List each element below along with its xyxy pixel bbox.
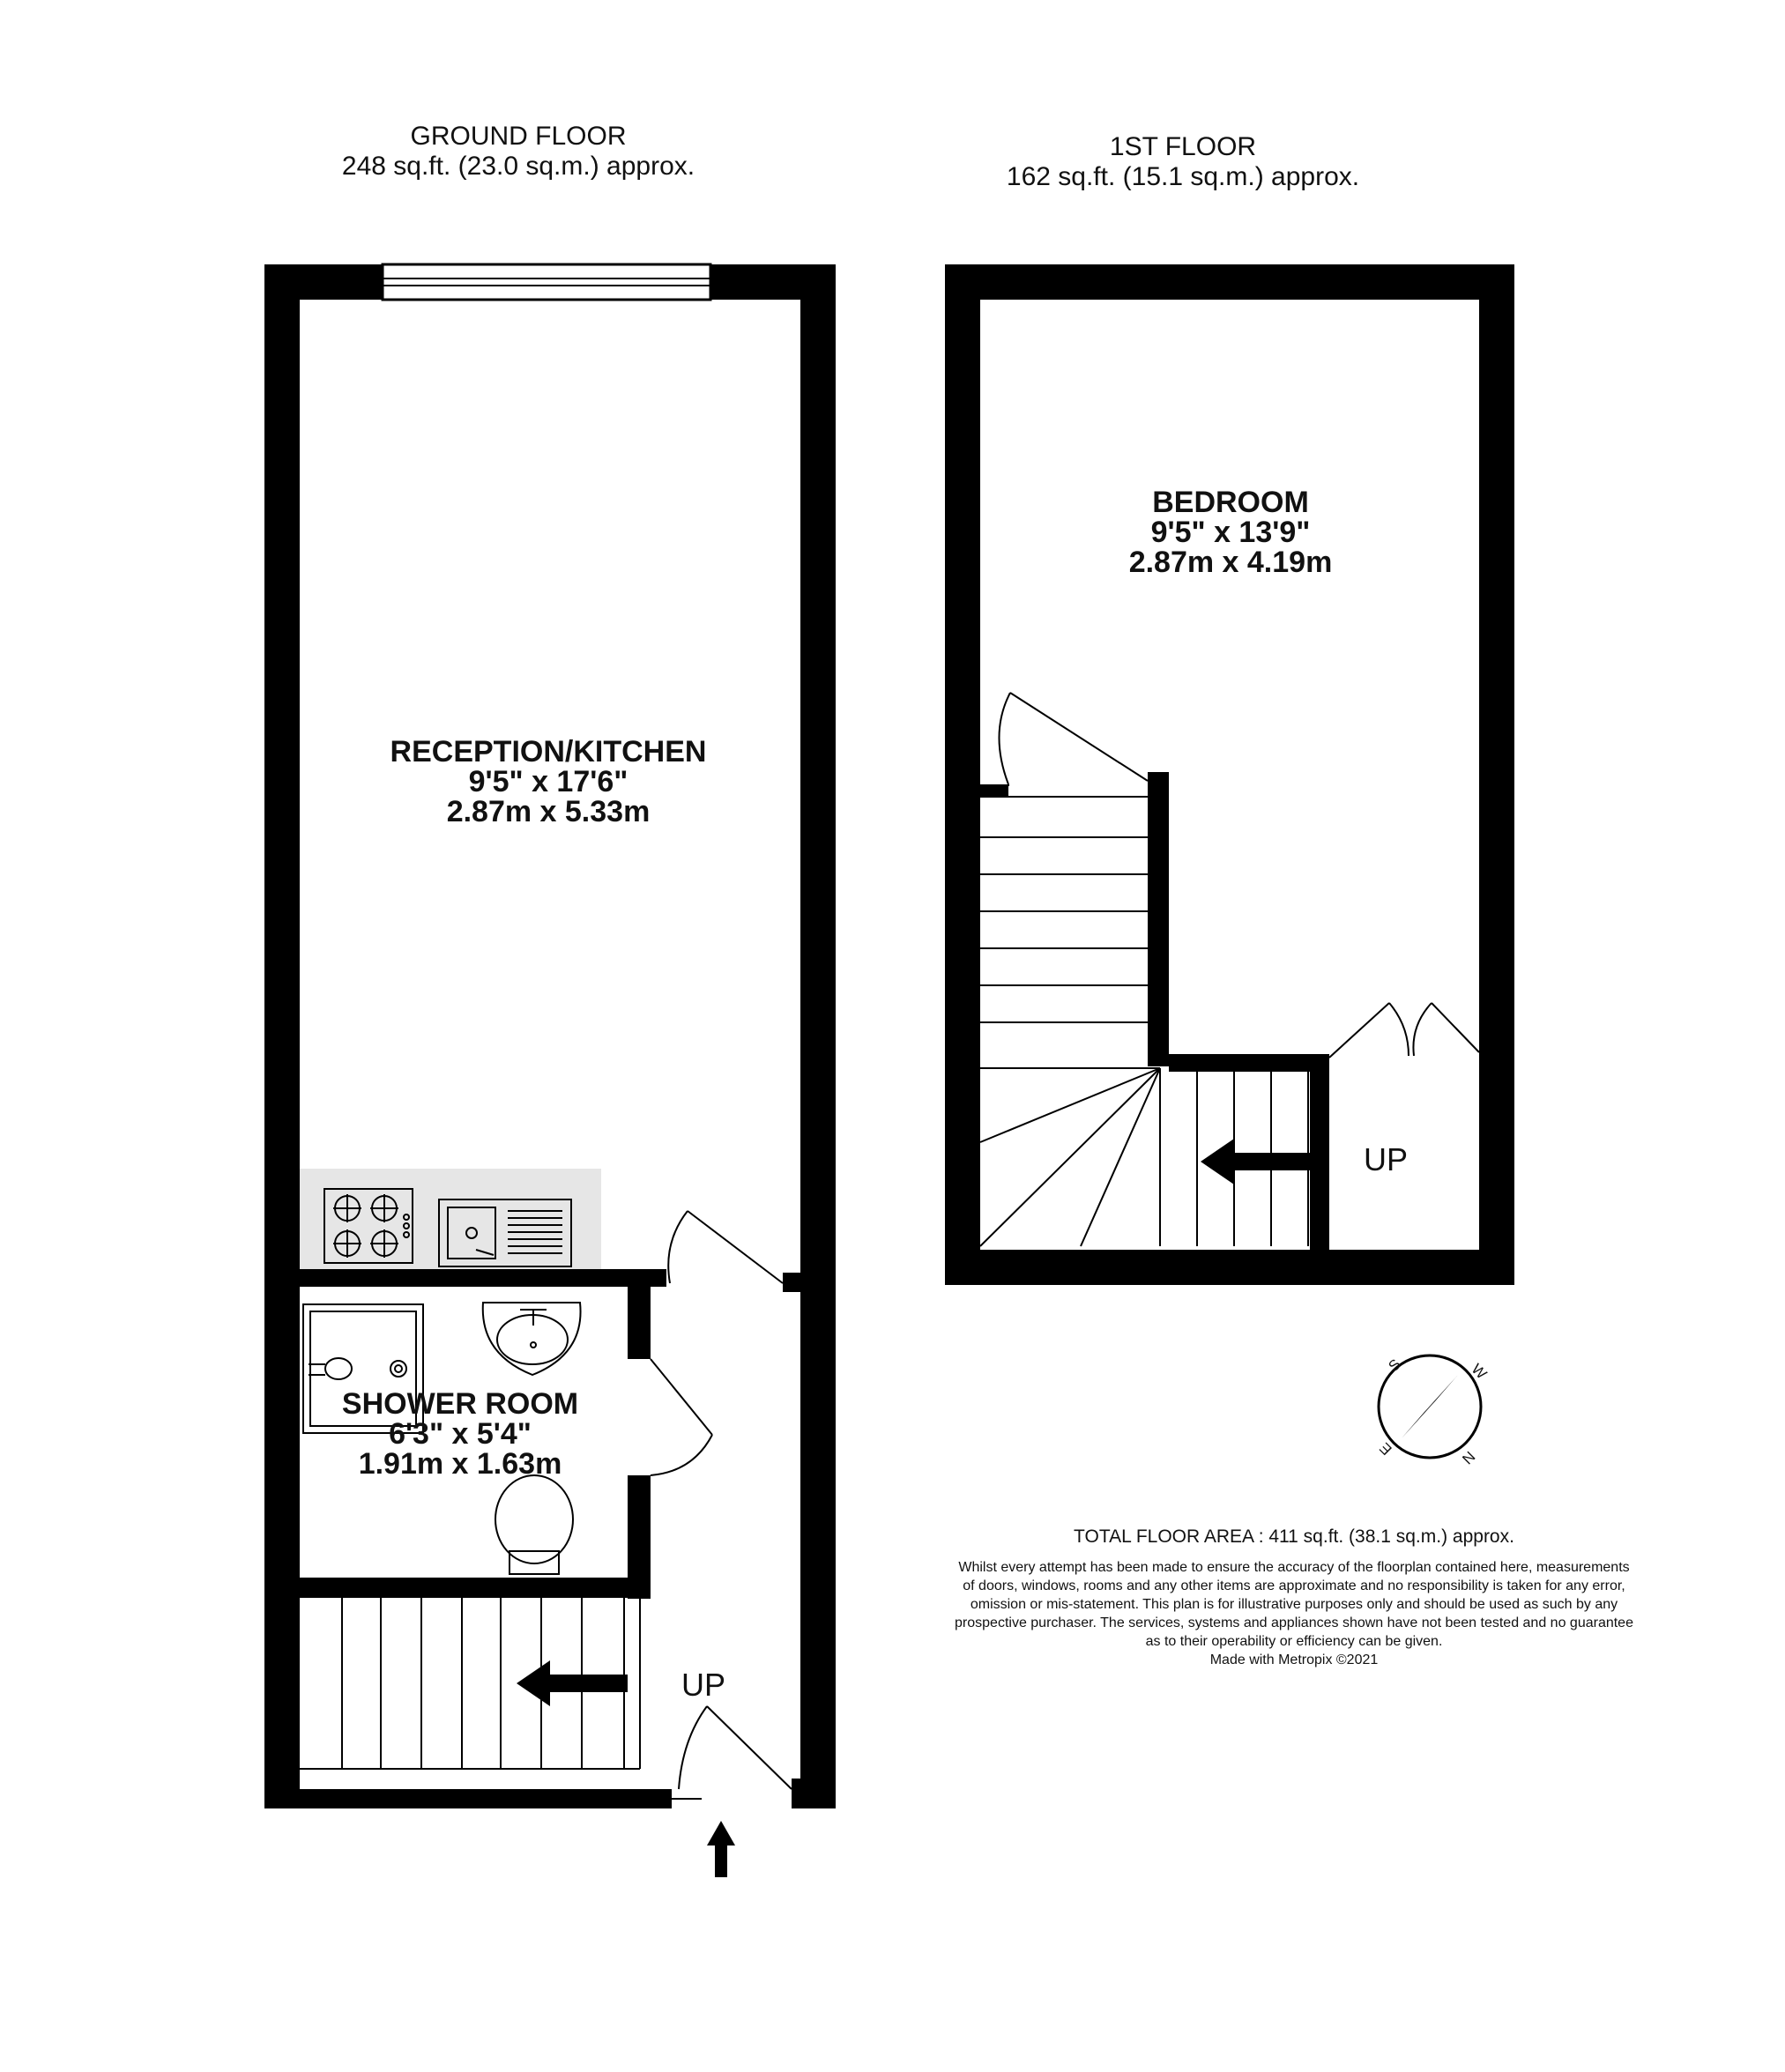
svg-text:9'5" x 17'6": 9'5" x 17'6" — [468, 765, 628, 798]
ground-floor-window — [383, 264, 710, 300]
wash-basin-icon — [483, 1303, 581, 1375]
total-floor-area: TOTAL FLOOR AREA : 411 sq.ft. (38.1 sq.m.) approx. — [1074, 1526, 1514, 1547]
ground-stairs-arrow-icon — [517, 1660, 628, 1706]
svg-text:N: N — [1458, 1447, 1478, 1467]
ground-floor-walls — [264, 264, 836, 1808]
front-door — [672, 1706, 792, 1799]
svg-text:RECEPTION/KITCHEN: RECEPTION/KITCHEN — [390, 735, 707, 769]
svg-text:2.87m x 4.19m: 2.87m x 4.19m — [1128, 546, 1333, 579]
disclaimer — [955, 1560, 1633, 1667]
cupboard-double-door — [1329, 1003, 1479, 1058]
svg-text:6'3" x 5'4": 6'3" x 5'4" — [389, 1417, 532, 1451]
first-floor-staircase — [980, 797, 1308, 1246]
first-stairs-up-label: UP — [1363, 1141, 1409, 1177]
first-floor-walls — [945, 264, 1514, 1285]
svg-text:1.91m x 1.63m: 1.91m x 1.63m — [358, 1447, 562, 1481]
ground-floor-title: GROUND FLOOR — [410, 122, 627, 151]
svg-text:S: S — [1385, 1355, 1404, 1375]
toilet-icon — [495, 1475, 573, 1574]
svg-text:as to their operability or eff: as to their operability or efficiency can be given. — [1145, 1634, 1443, 1649]
svg-text:2.87m x 5.33m: 2.87m x 5.33m — [446, 795, 651, 828]
first-floor-area: 162 sq.ft. (15.1 sq.m.) approx. — [1006, 162, 1360, 191]
svg-text:W: W — [1468, 1360, 1491, 1383]
svg-text:of doors, windows, rooms and a: of doors, windows, rooms and any other items are approximate and no responsibility is taken for any error, — [963, 1578, 1625, 1593]
entrance-arrow-icon — [707, 1821, 735, 1877]
bedroom-door — [999, 693, 1148, 786]
ground-stairs-up-label: UP — [681, 1667, 726, 1703]
svg-text:prospective purchaser. The ser: prospective purchaser. The services, systems and appliances shown have not been tested and no guarantee — [955, 1615, 1633, 1630]
svg-text:9'5" x 13'9": 9'5" x 13'9" — [1150, 516, 1311, 549]
svg-text:Whilst every attempt has been: Whilst every attempt has been made to ensure the accuracy of the floorplan contained here, measurements — [958, 1560, 1630, 1575]
first-floor-title: 1ST FLOOR — [1109, 132, 1257, 161]
kitchen-door — [668, 1211, 783, 1283]
svg-text:Made with Metropix ©2021: Made with Metropix ©2021 — [1209, 1652, 1379, 1667]
svg-text:E: E — [1376, 1439, 1395, 1459]
compass-icon — [1376, 1355, 1490, 1467]
svg-text:BEDROOM: BEDROOM — [1152, 486, 1309, 519]
svg-text:omission or mis-statement. Thi: omission or mis-statement. This plan is for illustrative purposes only and should be used as such by any — [970, 1597, 1618, 1612]
shower-room-door — [651, 1359, 712, 1475]
ground-floor-area: 248 sq.ft. (23.0 sq.m.) approx. — [341, 152, 695, 181]
room-label-reception-kitchen — [390, 735, 707, 828]
room-label-bedroom — [1129, 486, 1333, 579]
first-stairs-arrow-icon — [1201, 1139, 1310, 1185]
svg-text:SHOWER ROOM: SHOWER ROOM — [341, 1387, 579, 1421]
